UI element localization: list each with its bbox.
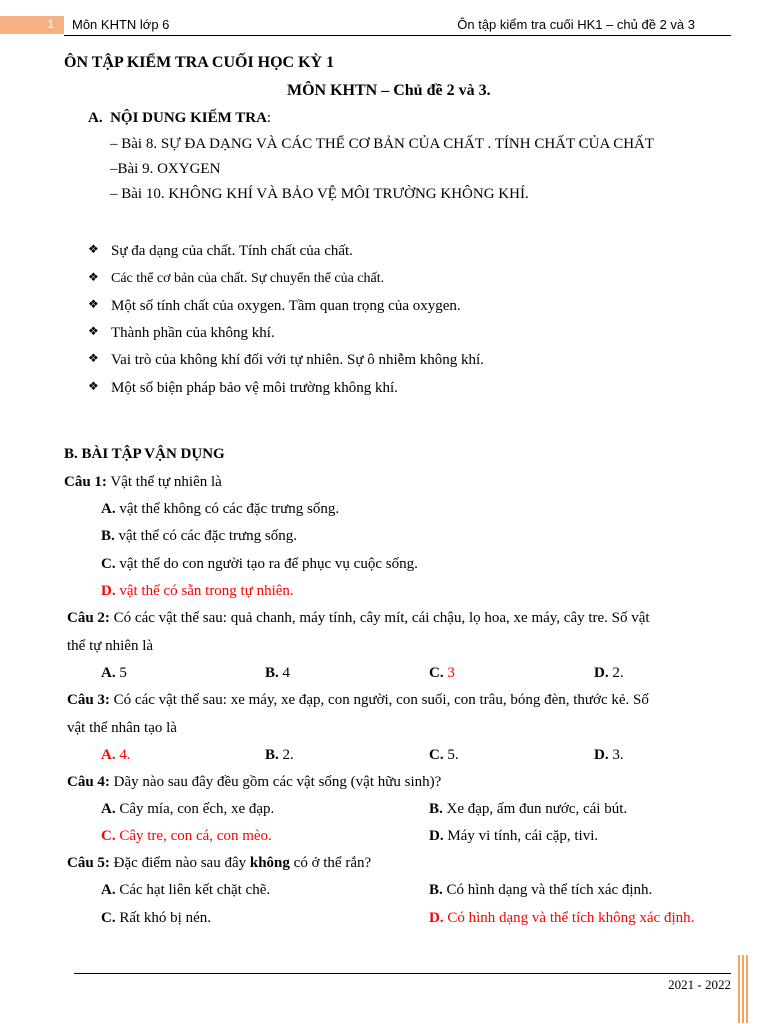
option-text: Rất khó bị nén. [115, 910, 211, 926]
q4-option-c-answer [101, 827, 272, 845]
footer-accent-bar [742, 955, 744, 1023]
question-label: Câu 2: [67, 610, 110, 626]
option-text: 5 [115, 665, 127, 681]
section-a-heading [88, 109, 271, 127]
footer-rule [74, 973, 731, 974]
option-key: C. [429, 665, 444, 681]
diamond-bullet-icon: ❖ [88, 351, 99, 365]
q3-option-b [265, 746, 294, 764]
option-key: B. [429, 882, 443, 898]
page-header [0, 16, 768, 36]
q2-option-a [101, 664, 127, 682]
bullet-item: Một số biện pháp bảo vệ môi trường không khí. [111, 380, 398, 396]
diamond-bullet-icon: ❖ [88, 379, 99, 393]
option-text: 3. [608, 747, 624, 763]
option-key: B. [265, 747, 279, 763]
option-key: D. [594, 665, 609, 681]
lesson-10: – Bài 10. KHÔNG KHÍ VÀ BẢO VỆ MÔI TRƯỜNG KHÔNG KHÍ. [110, 186, 529, 202]
doc-title: ÔN TẬP KIỂM TRA CUỐI HỌC KỲ 1 [64, 54, 335, 71]
q1-option-a [101, 500, 339, 518]
section-a-letter: A. [88, 110, 103, 126]
option-text: Cây mía, con ếch, xe đạp. [115, 801, 275, 817]
option-key: A. [101, 747, 116, 763]
option-text: Có hình dạng và thể tích xác định. [442, 882, 653, 898]
q1-option-c [101, 555, 418, 573]
option-key: C. [101, 910, 116, 926]
option-key: A. [101, 501, 116, 517]
section-a-colon: : [266, 110, 272, 126]
q3-option-a-answer [101, 746, 131, 764]
option-key: C. [101, 828, 116, 844]
option-key: B. [429, 801, 443, 817]
section-b-heading: B. BÀI TẬP VẬN DỤNG [64, 446, 225, 462]
question-text-end: có ở thể rắn? [289, 855, 372, 871]
question-text: Có các vật thể sau: xe máy, xe đạp, con người, con suối, con trâu, bóng đèn, thước kẻ. Số [109, 692, 649, 708]
header-title: Ôn tập kiểm tra cuối HK1 – chủ đề 2 và 3 [457, 17, 695, 32]
q5-option-a [101, 881, 270, 899]
option-key: D. [594, 747, 609, 763]
footer-accent-bar [738, 955, 740, 1023]
question-text: Đặc điểm nào sau đây [109, 855, 250, 871]
question-label: Câu 4: [67, 774, 110, 790]
option-key: A. [101, 801, 116, 817]
footer-year: 2021 - 2022 [668, 977, 731, 992]
option-text: Máy vi tính, cái cặp, tivi. [443, 828, 599, 844]
option-key: C. [101, 556, 116, 572]
question-emphasis: không [249, 855, 290, 871]
option-key: C. [429, 747, 444, 763]
question-label: Câu 5: [67, 855, 110, 871]
question-label: Câu 1: [64, 474, 107, 490]
question-3 [67, 691, 649, 709]
page-number-box [0, 16, 64, 34]
section-a-title: NỘI DUNG KIẾM TRA [110, 110, 267, 126]
option-text: vật thể có các đặc trưng sống. [114, 528, 297, 544]
option-text: 2. [608, 665, 624, 681]
q4-option-d [429, 827, 598, 845]
question-text: Dãy nào sau đây đều gồm các vật sống (vật hữu sinh)? [109, 774, 442, 790]
option-text: vật thể do con người tạo ra để phục vụ cuộc sống. [115, 556, 418, 572]
q5-option-b [429, 881, 652, 899]
q2-option-b [265, 664, 290, 682]
diamond-bullet-icon: ❖ [88, 270, 99, 284]
lesson-8: – Bài 8. SỰ ĐA DẠNG VÀ CÁC THỂ CƠ BẢN CỦA CHẤT . TÍNH CHẤT CỦA CHẤT [110, 136, 655, 152]
q1-option-d-answer [101, 582, 294, 600]
option-text: Các hạt liên kết chặt chẽ. [115, 882, 271, 898]
q5-option-d-answer [429, 909, 694, 927]
bullet-item: Vai trò của không khí đối với tự nhiên. Sự ô nhiễm không khí. [111, 352, 484, 368]
page-number: 1 [47, 17, 54, 31]
option-text: Xe đạp, ấm đun nước, cái bút. [442, 801, 628, 817]
doc-subtitle: MÔN KHTN – Chủ đề 2 và 3. [287, 82, 491, 99]
question-4 [67, 773, 441, 791]
bullet-item: Một số tính chất của oxygen. Tầm quan trọng của oxygen. [111, 298, 461, 314]
footer-accent-bar [746, 955, 748, 1023]
question-1 [64, 473, 222, 491]
option-text: vật thể không có các đặc trưng sống. [115, 501, 340, 517]
bullet-item: Thành phần của không khí. [111, 325, 275, 341]
option-text: 4 [278, 665, 291, 681]
header-rule [64, 35, 731, 36]
option-text: 2. [278, 747, 294, 763]
question-text: Có các vật thể sau: quả chanh, máy tính, cây mít, cái chậu, lọ hoa, xe máy, cây tre. Số vật [109, 610, 650, 626]
option-key: B. [101, 528, 115, 544]
diamond-bullet-icon: ❖ [88, 324, 99, 338]
q5-option-c [101, 909, 211, 927]
q4-option-b [429, 800, 627, 818]
option-text: Có hình dạng và thể tích không xác định. [443, 910, 695, 926]
q2-option-d [594, 664, 624, 682]
bullet-item: Các thể cơ bản của chất. Sự chuyển thể của chất. [111, 271, 385, 286]
q2-option-c-answer [429, 664, 455, 682]
header-subject: Môn KHTN lớp 6 [72, 17, 170, 32]
option-key: D. [429, 828, 444, 844]
option-key: D. [429, 910, 444, 926]
question-3-cont: vật thể nhân tạo là [67, 720, 177, 736]
q1-option-b [101, 527, 297, 545]
option-key: A. [101, 882, 116, 898]
question-5 [67, 854, 371, 872]
option-key: B. [265, 665, 279, 681]
bullet-item: Sự đa dạng của chất. Tính chất của chất. [111, 243, 353, 259]
option-text: 3 [443, 665, 455, 681]
q3-option-d [594, 746, 624, 764]
option-text: 4. [115, 747, 131, 763]
question-label: Câu 3: [67, 692, 110, 708]
q4-option-a [101, 800, 274, 818]
lesson-9: –Bài 9. OXYGEN [110, 161, 221, 177]
diamond-bullet-icon: ❖ [88, 242, 99, 256]
q3-option-c [429, 746, 459, 764]
diamond-bullet-icon: ❖ [88, 297, 99, 311]
question-2 [67, 609, 650, 627]
option-text: vật thể có sẵn trong tự nhiên. [115, 583, 294, 599]
question-text: Vật thể tự nhiên là [106, 474, 222, 490]
option-key: A. [101, 665, 116, 681]
question-2-cont: thể tự nhiên là [67, 638, 154, 654]
option-key: D. [101, 583, 116, 599]
option-text: 5. [443, 747, 459, 763]
option-text: Cây tre, con cá, con mèo. [115, 828, 272, 844]
